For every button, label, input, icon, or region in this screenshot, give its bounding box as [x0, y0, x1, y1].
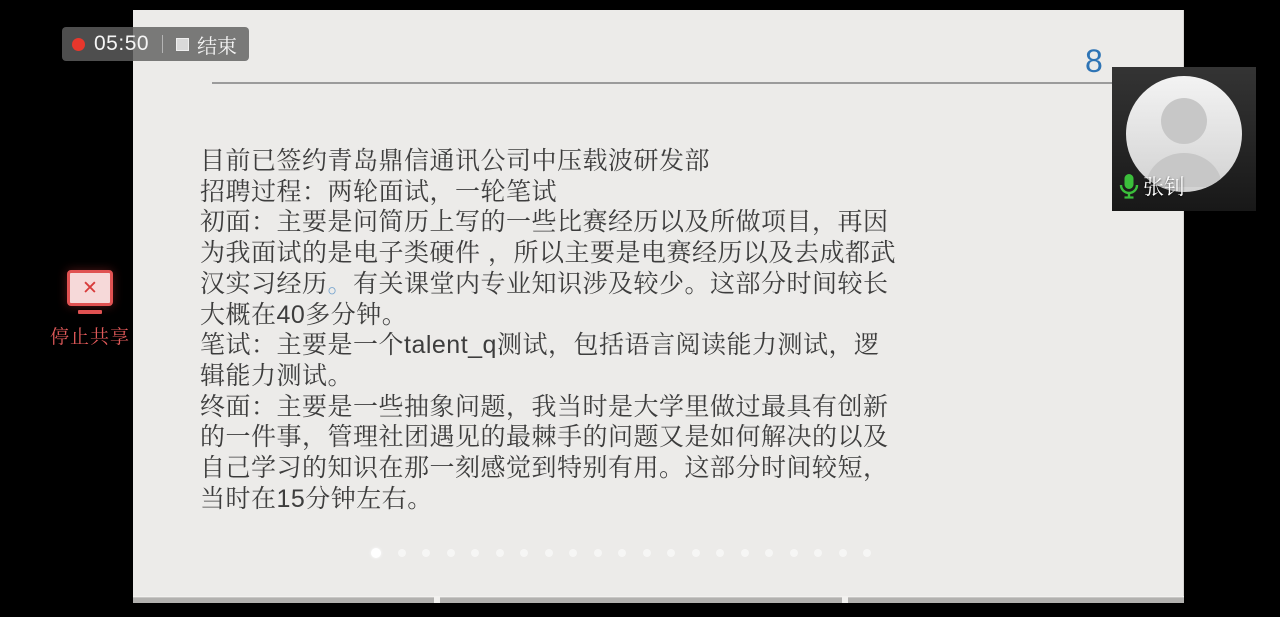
strip-segment — [848, 597, 1184, 603]
pagination-dot — [447, 549, 455, 557]
stop-icon — [176, 38, 189, 51]
pagination-dot — [471, 549, 479, 557]
stop-sharing-icon — [67, 270, 113, 306]
slide-text-line: 笔试：主要是一个talent_q测试，包括语言阅读能力测试，逻 — [200, 331, 880, 360]
pagination-dot — [496, 549, 504, 557]
pagination-dot — [371, 548, 381, 558]
shared-screen-slide — [133, 10, 1184, 603]
strip-segment — [133, 597, 434, 603]
pagination-dot — [594, 549, 602, 557]
pagination-dot — [790, 549, 798, 557]
pagination-dot — [569, 549, 577, 557]
pagination-dot — [692, 549, 700, 557]
pagination-dot — [863, 549, 871, 557]
pagination-dot — [520, 549, 528, 557]
pill-divider — [162, 35, 163, 53]
pagination-dot — [398, 549, 406, 557]
pagination-dot — [422, 549, 430, 557]
slide-text-segment: 有关课堂内专业知识涉及较少。这部分时间较长 — [353, 269, 889, 298]
recording-pill — [62, 27, 249, 61]
slide-text-line: 自己学习的知识在那一刻感觉到特别有用。这部分时间较短， — [200, 454, 889, 483]
slide-text-block — [200, 146, 940, 514]
monitor-stand — [78, 310, 102, 314]
end-recording-button[interactable] — [176, 30, 237, 59]
pagination-dot — [716, 549, 724, 557]
participant-name-row — [1118, 171, 1185, 201]
slide-text-line: 的一件事，管理社团遇见的最棘手的问题又是如何解决的以及 — [200, 423, 889, 452]
slide-text-line: 辑能力测试。 — [200, 361, 354, 390]
pagination-dot — [618, 549, 626, 557]
slide-text-line: 招聘过程：两轮面试，一轮笔试 — [200, 177, 558, 206]
slide-text-segment: 汉实习经历 — [200, 269, 328, 298]
slide-text-line: 当时在15分钟左右。 — [200, 484, 433, 513]
close-icon: ✕ — [82, 277, 98, 299]
pagination-dot — [667, 549, 675, 557]
recording-timer: 05:50 — [94, 32, 150, 55]
slide-bottom-strip — [133, 596, 1184, 603]
slide-header-rule — [212, 82, 1185, 84]
pagination-dots — [371, 546, 891, 560]
recording-dot-icon — [72, 38, 85, 51]
pagination-dot — [839, 549, 847, 557]
pagination-dot — [545, 549, 553, 557]
strip-segment — [440, 597, 842, 603]
pagination-dot — [741, 549, 749, 557]
microphone-icon — [1118, 173, 1140, 199]
pagination-dot — [643, 549, 651, 557]
slide-page-number: 8 — [1085, 43, 1103, 79]
slide-text-line: 目前已签约青岛鼎信通讯公司中压载波研发部 — [200, 147, 711, 175]
pagination-dot — [765, 549, 773, 557]
stop-sharing-label: 停止共享 — [49, 327, 130, 348]
slide-text-line: 为我面试的是电子类硬件 ，所以主要是电赛经历以及去成都武 — [200, 239, 896, 268]
participant-name: 张钊 — [1143, 176, 1185, 199]
slide-text-line: 大概在40多分钟。 — [200, 300, 408, 329]
pagination-dot — [814, 549, 822, 557]
slide-text-line: 终面：主要是一些抽象问题，我当时是大学里做过最具有创新 — [200, 392, 889, 421]
participant-video-tile[interactable] — [1112, 67, 1256, 211]
slide-text-line — [200, 269, 940, 300]
slide-text-segment-highlight: 。 — [327, 269, 354, 298]
stop-sharing-button[interactable] — [48, 270, 132, 349]
end-recording-label: 结束 — [197, 35, 238, 58]
slide-text-line: 初面：主要是问简历上写的一些比赛经历以及所做项目，再因 — [200, 208, 889, 237]
